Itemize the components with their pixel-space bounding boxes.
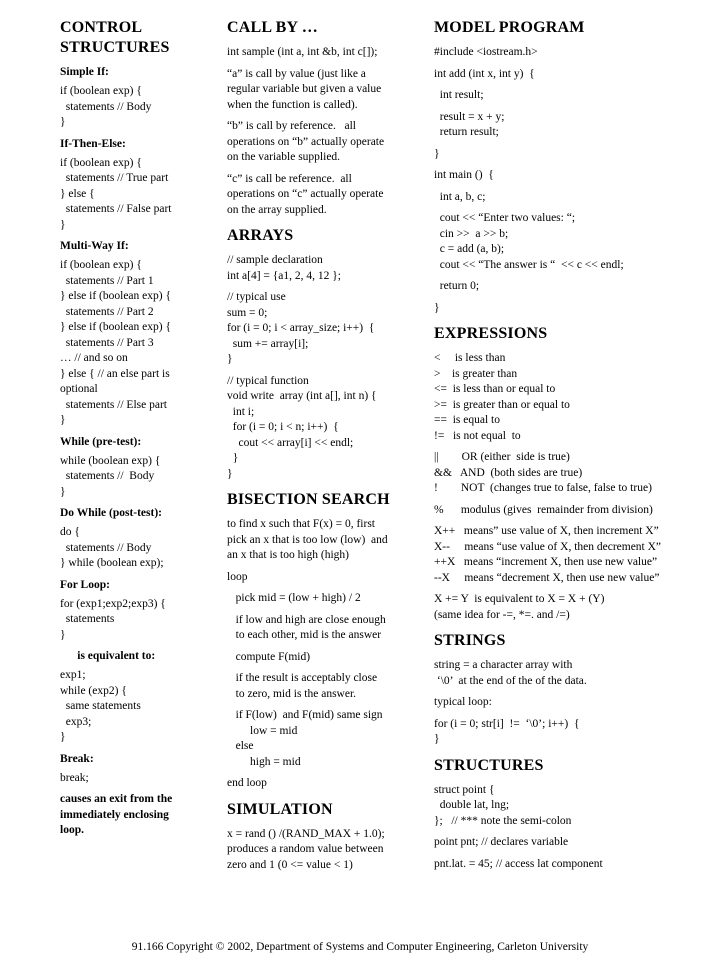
text-line: ++X means “increment X, then use new value”: [434, 556, 658, 568]
text-line: for (i = 0; i < array_size; i++) {: [227, 322, 375, 334]
text-line: do {: [60, 526, 80, 538]
column-control-structures: [60, 18, 210, 845]
text-block: [227, 776, 417, 792]
text-line: if (boolean exp) {: [60, 156, 142, 169]
text-block: [60, 84, 210, 131]
text-block: [227, 827, 417, 874]
text-line: on the variable supplied.: [227, 151, 341, 163]
text-line: operations on “c” actually operate: [227, 188, 384, 200]
subheading-is-equivalent-to: is equivalent to:: [60, 650, 156, 662]
text-line: && AND (both sides are true): [434, 466, 583, 479]
text-line: }: [434, 733, 440, 745]
text-line: compute F(mid): [227, 650, 311, 663]
text-line: to each other, mid is the answer: [227, 629, 382, 641]
footer-copyright: 91.166 Copyright © 2002, Department of Systems and Computer Engineering, Carleton University: [131, 941, 589, 953]
text-line: // typical function: [227, 374, 309, 387]
text-line: … // and so on: [60, 352, 128, 364]
text-block: [434, 67, 700, 83]
text-line: ! NOT (changes true to false, false to true): [434, 482, 652, 494]
text-line: statements: [60, 613, 115, 625]
text-line: } else if (boolean exp) {: [60, 290, 171, 302]
text-block: [227, 253, 417, 284]
subheading-do-while-post-test: Do While (post-test):: [60, 507, 162, 519]
text-line: }: [60, 485, 66, 498]
text-line: while (boolean exp) {: [60, 454, 161, 467]
text-block: [434, 857, 700, 873]
text-block: [434, 110, 700, 141]
text-line: loop.: [60, 824, 84, 836]
text-line: for (i = 0; i < n; i++) {: [227, 421, 339, 433]
text-block: [227, 45, 417, 61]
text-line: operations on “b” actually operate: [227, 135, 385, 148]
text-line: statements // True part: [60, 172, 169, 184]
text-line: statements // Body: [60, 100, 152, 113]
text-block: [434, 783, 700, 830]
text-line: pick mid = (low + high) / 2: [227, 592, 361, 604]
text-block: [434, 190, 700, 206]
text-line: an x that is too high (high): [227, 549, 350, 561]
text-line: cin >> a >> b;: [434, 227, 509, 240]
text-line: }: [60, 628, 66, 641]
text-line: else: [227, 740, 254, 752]
text-line: X-- means “use value of X, then decrement X”: [434, 540, 662, 553]
text-line: void write array (int a[], int n) {: [227, 390, 377, 402]
text-line: result = x + y;: [434, 110, 505, 123]
section-title-model-program: MODEL PROGRAM: [434, 19, 585, 36]
text-line: statements // Part 3: [60, 336, 154, 349]
subheading-multi-way-if: Multi-Way If:: [60, 240, 129, 252]
text-block: [227, 591, 417, 607]
text-line: cout << “Enter two values: “;: [434, 212, 576, 224]
text-line: causes an exit from the: [60, 793, 173, 805]
title-line: CONTROL: [60, 19, 143, 36]
text-line: high = mid: [227, 755, 301, 768]
section-title-expressions: EXPRESSIONS: [434, 325, 548, 342]
text-line: // typical use: [227, 291, 286, 303]
text-line: while (exp2) {: [60, 684, 127, 697]
text-line: for (exp1;exp2;exp3) {: [60, 597, 166, 610]
text-block: [60, 258, 210, 429]
text-line: struct point {: [434, 783, 495, 796]
text-line: }: [434, 301, 440, 314]
text-block: [227, 650, 417, 666]
text-block: [227, 290, 417, 368]
text-line: typical loop:: [434, 696, 492, 708]
text-block: [434, 503, 700, 519]
text-line: cout << array[i] << endl;: [227, 436, 354, 449]
text-block: [434, 717, 700, 748]
text-block: [60, 792, 210, 839]
text-line: if low and high are close enough: [227, 613, 386, 626]
text-block: [227, 374, 417, 483]
text-line: == is equal to: [434, 414, 500, 426]
text-block: [434, 695, 700, 711]
text-block: [434, 450, 700, 497]
text-line: loop: [227, 570, 248, 583]
subheading-while-pre-test: While (pre-test):: [60, 435, 142, 448]
column-call-by-arrays: [227, 18, 417, 879]
text-line: statements // False part: [60, 203, 172, 215]
text-line: statements // Part 2: [60, 305, 154, 318]
text-line: != is not equal to: [434, 429, 521, 442]
text-line: x = rand () /(RAND_MAX + 1.0);: [227, 827, 385, 840]
text-line: to find x such that F(x) = 0, first: [227, 518, 375, 530]
text-line: int main () {: [434, 169, 494, 181]
section-title-arrays: ARRAYS: [227, 227, 294, 244]
text-line: } else { // an else part is: [60, 367, 170, 380]
text-line: sum = 0;: [227, 306, 268, 319]
subheading-if-then-else: If-Then-Else:: [60, 137, 126, 150]
title-line: STRUCTURES: [60, 39, 170, 56]
subheading-simple-if: Simple If:: [60, 66, 109, 78]
text-line: “a” is call by value (just like a: [227, 67, 366, 80]
section-title-simulation: SIMULATION: [227, 800, 333, 818]
text-line: }: [227, 353, 233, 365]
text-line: } while (boolean exp);: [60, 557, 164, 569]
text-block: [60, 597, 210, 644]
text-line: || OR (either side is true): [434, 451, 570, 463]
text-line: } else if (boolean exp) {: [60, 321, 171, 333]
text-block: [434, 88, 700, 104]
text-line: break;: [60, 771, 89, 784]
text-block: [434, 168, 700, 184]
text-line: optional: [60, 383, 98, 395]
text-line: “c” is call be reference. all: [227, 172, 352, 185]
text-line: if (boolean exp) {: [60, 259, 142, 271]
text-line: regular variable but given a value: [227, 83, 382, 95]
text-line: zero and 1 (0 <= value < 1): [227, 858, 353, 871]
section-title-control-structures: [60, 18, 210, 58]
text-line: if the result is acceptably close: [227, 672, 378, 684]
text-line: end loop: [227, 777, 267, 789]
text-line: immediately enclosing: [60, 808, 169, 821]
text-block: [60, 771, 210, 787]
subheading-break: Break:: [60, 752, 94, 765]
text-line: return 0;: [434, 280, 480, 292]
text-line: }: [434, 147, 440, 160]
text-line: if (boolean exp) {: [60, 85, 142, 97]
text-line: int i;: [227, 405, 255, 418]
text-block: [434, 524, 700, 586]
text-line: X++ means” use value of X, then increment X”: [434, 525, 659, 537]
text-line: int a[4] = {a1, 2, 4, 12 };: [227, 269, 341, 282]
text-block: [60, 525, 210, 572]
section-title-structures: STRUCTURES: [434, 756, 544, 774]
text-line: to zero, mid is the answer.: [227, 687, 357, 700]
section-title-strings: STRINGS: [434, 632, 506, 649]
text-line: string = a character array with: [434, 659, 573, 671]
text-line: }: [227, 452, 239, 464]
text-line: c = add (a, b);: [434, 243, 505, 255]
text-line: < is less than: [434, 352, 506, 364]
text-line: }: [60, 116, 66, 128]
text-line: (same idea for -=, *=. and /=): [434, 608, 570, 621]
text-block: [434, 658, 700, 689]
text-line: int result;: [434, 89, 484, 101]
text-line: <= is less than or equal to: [434, 383, 556, 395]
text-block: [227, 708, 417, 770]
section-title-bisection-search: BISECTION SEARCH: [227, 491, 390, 508]
text-line: exp1;: [60, 669, 86, 681]
text-line: >= is greater than or equal to: [434, 398, 570, 411]
text-line: statements // Else part: [60, 398, 167, 411]
text-block: [434, 279, 700, 295]
text-block: [227, 570, 417, 586]
text-line: on the array supplied.: [227, 203, 327, 216]
text-line: }: [60, 218, 66, 231]
text-line: int sample (int a, int &b, int c[]);: [227, 46, 378, 58]
text-line: double lat, lng;: [434, 799, 510, 811]
text-line: pick an x that is too low (low) and: [227, 533, 388, 546]
text-line: statements // Body: [60, 541, 152, 554]
text-line: cout << “The answer is “ << c << endl;: [434, 258, 624, 271]
text-block: [60, 454, 210, 501]
text-line: #include <iostream.h>: [434, 46, 538, 58]
text-line: same statements: [60, 700, 141, 712]
text-line: exp3;: [60, 715, 92, 728]
text-block: [434, 211, 700, 273]
text-block: [434, 45, 700, 61]
text-line: “b” is call by reference. all: [227, 120, 356, 132]
text-line: --X means “decrement X, then use new value”: [434, 571, 660, 584]
text-line: low = mid: [227, 724, 298, 737]
text-block: [434, 835, 700, 851]
text-line: }; // *** note the semi-colon: [434, 814, 572, 827]
text-block: [434, 592, 700, 623]
text-block: [227, 613, 417, 644]
text-line: statements // Part 1: [60, 274, 154, 287]
text-line: pnt.lat. = 45; // access lat component: [434, 857, 603, 870]
text-block: [227, 671, 417, 702]
text-line: if F(low) and F(mid) same sign: [227, 709, 383, 721]
text-block: [434, 351, 700, 444]
text-block: [60, 668, 210, 746]
text-block: [227, 517, 417, 564]
text-block: [60, 156, 210, 234]
text-block: [227, 119, 417, 166]
text-line: produces a random value between: [227, 843, 384, 855]
text-line: statements // Body: [60, 470, 155, 482]
text-line: }: [227, 467, 233, 480]
text-line: X += Y is equivalent to X = X + (Y): [434, 593, 605, 605]
text-line: > is greater than: [434, 367, 518, 380]
column-model-program: [434, 18, 700, 878]
text-line: int a, b, c;: [434, 190, 486, 203]
text-block: [434, 301, 700, 317]
text-line: } else {: [60, 187, 95, 200]
text-line: }: [60, 731, 66, 743]
text-block: [227, 172, 417, 219]
text-line: }: [60, 414, 66, 426]
section-title-call-by: CALL BY …: [227, 19, 319, 36]
text-block: [434, 147, 700, 163]
text-line: point pnt; // declares variable: [434, 836, 569, 848]
text-line: when the function is called).: [227, 98, 358, 111]
subheading-for-loop: For Loop:: [60, 578, 110, 591]
text-line: % modulus (gives remainder from division): [434, 503, 653, 516]
text-line: return result;: [434, 126, 499, 138]
text-line: for (i = 0; str[i] != ‘\0’; i++) {: [434, 717, 580, 730]
text-line: int add (int x, int y) {: [434, 67, 535, 80]
text-line: ‘\0’ at the end of the of the data.: [434, 674, 587, 687]
text-block: [227, 67, 417, 114]
text-line: // sample declaration: [227, 254, 323, 266]
text-line: sum += array[i];: [227, 337, 309, 350]
